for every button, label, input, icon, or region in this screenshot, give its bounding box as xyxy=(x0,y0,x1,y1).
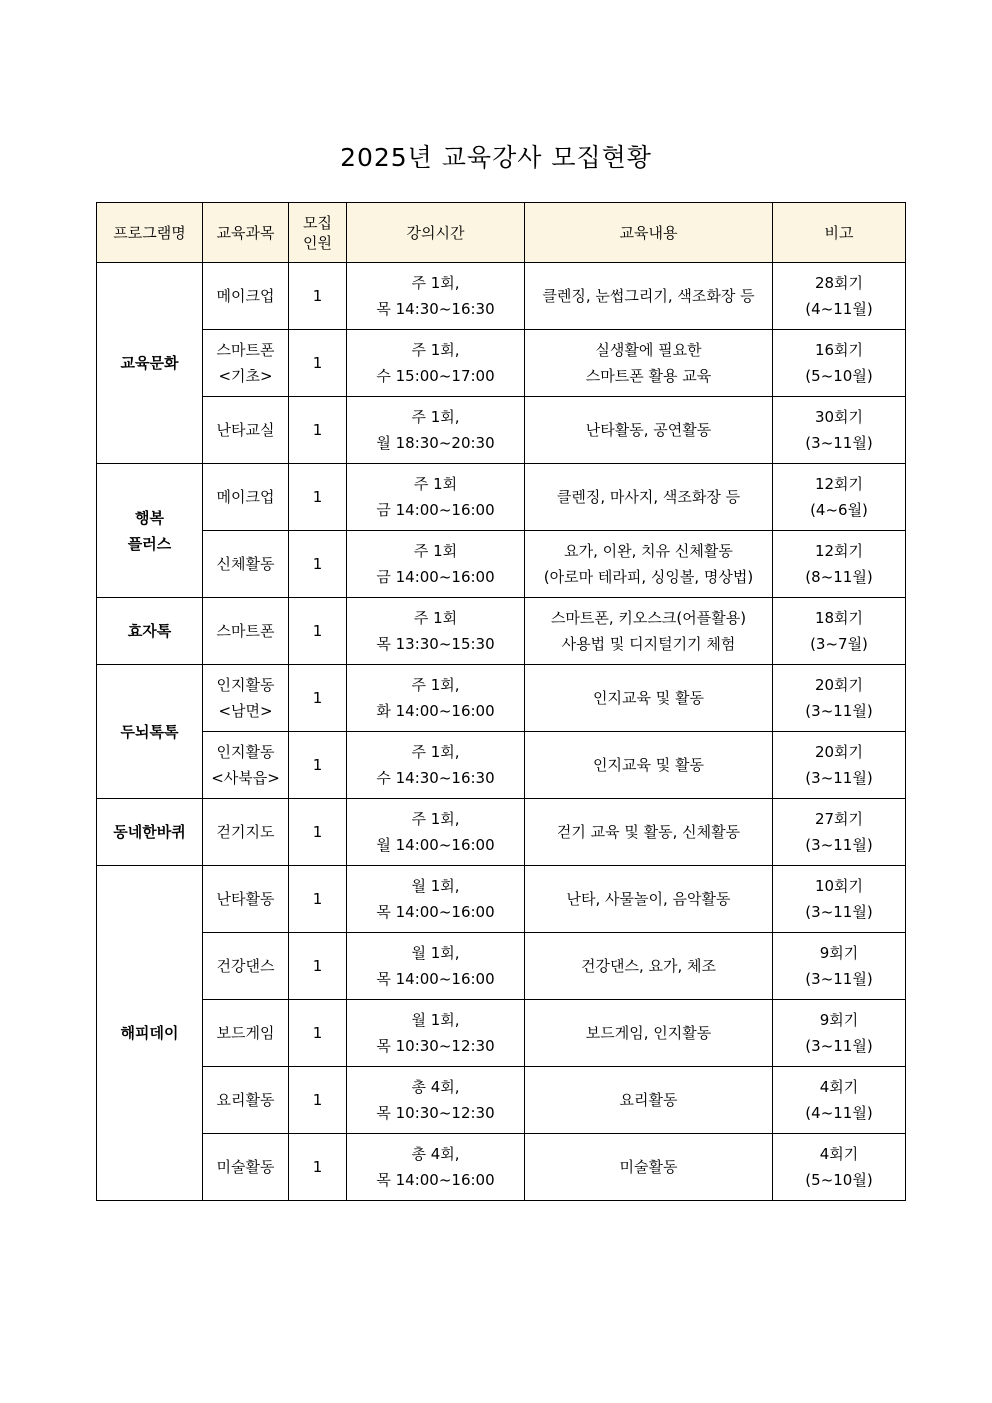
content-line: 건강댄스, 요가, 체조 xyxy=(581,957,716,975)
note-line: 27회기 xyxy=(814,810,864,828)
time-line: 목 14:00~16:00 xyxy=(376,903,495,921)
note-line: (8~11월) xyxy=(805,568,873,586)
time-cell xyxy=(347,1134,525,1201)
table-row xyxy=(97,263,906,330)
time-cell xyxy=(347,397,525,464)
subject-line: 요리활동 xyxy=(216,1091,275,1109)
subject-line: <남면> xyxy=(218,702,273,720)
count-cell: 1 xyxy=(289,1000,347,1067)
header-count-line1: 모집 xyxy=(303,213,332,232)
time-line: 주 1회 xyxy=(413,609,458,627)
time-line: 수 15:00~17:00 xyxy=(376,367,495,385)
table-row xyxy=(97,598,906,665)
content-cell xyxy=(525,531,773,598)
time-line: 목 13:30~15:30 xyxy=(376,635,495,653)
time-line: 금 14:00~16:00 xyxy=(376,501,495,519)
time-line: 주 1회 xyxy=(413,542,458,560)
subject-cell xyxy=(203,1000,289,1067)
count-cell: 1 xyxy=(289,464,347,531)
program-cell xyxy=(97,464,203,598)
header-row xyxy=(97,203,906,263)
count-cell: 1 xyxy=(289,330,347,397)
note-cell xyxy=(773,263,906,330)
time-line: 주 1회, xyxy=(411,743,460,761)
time-cell xyxy=(347,665,525,732)
time-cell xyxy=(347,1067,525,1134)
time-cell xyxy=(347,1000,525,1067)
program-cell: 해피데이 xyxy=(97,866,203,1201)
content-line: 인지교육 및 활동 xyxy=(593,689,704,707)
table-row xyxy=(97,665,906,732)
time-line: 주 1회, xyxy=(411,408,460,426)
page-title: 2025년 교육강사 모집현황 xyxy=(340,143,652,172)
time-line: 월 18:30~20:30 xyxy=(376,434,495,452)
subject-line: 보드게임 xyxy=(216,1024,275,1042)
subject-cell xyxy=(203,464,289,531)
subject-line: 스마트폰 xyxy=(216,341,275,359)
time-cell xyxy=(347,464,525,531)
note-line: (3~11월) xyxy=(805,903,873,921)
note-line: (4~11월) xyxy=(805,1104,873,1122)
content-line: 사용법 및 디지털기기 체험 xyxy=(561,635,736,653)
program-line: 행복 xyxy=(135,508,164,527)
note-cell xyxy=(773,866,906,933)
header-subject: 교육과목 xyxy=(203,203,289,263)
note-line: 9회기 xyxy=(819,944,859,962)
time-line: 목 10:30~12:30 xyxy=(376,1104,495,1122)
note-line: (3~11월) xyxy=(805,702,873,720)
content-cell xyxy=(525,933,773,1000)
time-line: 주 1회, xyxy=(411,810,460,828)
header-note: 비고 xyxy=(773,203,906,263)
program-line: 플러스 xyxy=(127,534,172,553)
time-line: 주 1회, xyxy=(411,676,460,694)
note-line: 4회기 xyxy=(819,1078,859,1096)
subject-cell xyxy=(203,531,289,598)
count-cell: 1 xyxy=(289,665,347,732)
note-cell xyxy=(773,464,906,531)
note-line: (5~10월) xyxy=(805,367,873,385)
note-line: (3~11월) xyxy=(805,970,873,988)
count-cell: 1 xyxy=(289,732,347,799)
content-line: 난타활동, 공연활동 xyxy=(585,421,712,439)
content-cell xyxy=(525,1000,773,1067)
time-line: 월 14:00~16:00 xyxy=(376,836,495,854)
content-cell xyxy=(525,1134,773,1201)
content-cell xyxy=(525,330,773,397)
table-row xyxy=(97,464,906,531)
count-cell: 1 xyxy=(289,598,347,665)
program-cell: 두뇌톡톡 xyxy=(97,665,203,799)
table-row xyxy=(97,732,906,799)
program-cell: 교육문화 xyxy=(97,263,203,464)
count-cell: 1 xyxy=(289,397,347,464)
subject-line: 신체활동 xyxy=(216,555,275,573)
subject-line: <사북읍> xyxy=(211,769,280,787)
count-cell: 1 xyxy=(289,531,347,598)
table-row xyxy=(97,531,906,598)
subject-line: 난타교실 xyxy=(216,421,275,439)
subject-line: <기초> xyxy=(218,367,273,385)
time-cell xyxy=(347,732,525,799)
time-line: 총 4회, xyxy=(411,1145,460,1163)
note-cell xyxy=(773,397,906,464)
content-line: 실생활에 필요한 xyxy=(595,341,702,359)
note-line: 20회기 xyxy=(814,743,864,761)
note-line: 9회기 xyxy=(819,1011,859,1029)
time-line: 월 1회, xyxy=(411,944,460,962)
subject-line: 스마트폰 xyxy=(216,622,275,640)
note-line: 12회기 xyxy=(814,542,864,560)
time-cell xyxy=(347,330,525,397)
time-line: 수 14:30~16:30 xyxy=(376,769,495,787)
subject-line: 걷기지도 xyxy=(216,823,275,841)
note-line: 16회기 xyxy=(814,341,864,359)
note-line: 10회기 xyxy=(814,877,864,895)
content-line: 보드게임, 인지활동 xyxy=(585,1024,712,1042)
note-line: 28회기 xyxy=(814,274,864,292)
note-line: (3~7월) xyxy=(810,635,868,653)
subject-cell xyxy=(203,933,289,1000)
recruitment-table xyxy=(96,202,906,1201)
time-line: 월 1회, xyxy=(411,877,460,895)
note-cell xyxy=(773,933,906,1000)
subject-cell xyxy=(203,598,289,665)
table-row xyxy=(97,866,906,933)
content-cell xyxy=(525,1067,773,1134)
time-cell xyxy=(347,799,525,866)
header-count-line2: 인원 xyxy=(303,233,332,252)
note-cell xyxy=(773,531,906,598)
header-program: 프로그램명 xyxy=(97,203,203,263)
content-line: 난타, 사물놀이, 음악활동 xyxy=(566,890,731,908)
count-cell: 1 xyxy=(289,933,347,1000)
note-line: (3~11월) xyxy=(805,434,873,452)
content-line: 요리활동 xyxy=(619,1091,678,1109)
content-cell xyxy=(525,799,773,866)
time-line: 금 14:00~16:00 xyxy=(376,568,495,586)
time-line: 주 1회 xyxy=(413,475,458,493)
content-cell xyxy=(525,598,773,665)
subject-cell xyxy=(203,866,289,933)
subject-line: 인지활동 xyxy=(216,676,275,694)
content-cell xyxy=(525,464,773,531)
note-line: 4회기 xyxy=(819,1145,859,1163)
note-cell xyxy=(773,1067,906,1134)
note-line: 30회기 xyxy=(814,408,864,426)
note-cell xyxy=(773,1000,906,1067)
content-line: 스마트폰 활용 교육 xyxy=(585,367,712,385)
subject-line: 인지활동 xyxy=(216,743,275,761)
note-cell xyxy=(773,330,906,397)
time-line: 화 14:00~16:00 xyxy=(376,702,495,720)
program-cell: 동네한바퀴 xyxy=(97,799,203,866)
time-line: 월 1회, xyxy=(411,1011,460,1029)
note-line: (5~10월) xyxy=(805,1171,873,1189)
note-cell xyxy=(773,799,906,866)
time-cell xyxy=(347,598,525,665)
table-row xyxy=(97,799,906,866)
time-line: 목 14:30~16:30 xyxy=(376,300,495,318)
subject-line: 미술활동 xyxy=(216,1158,275,1176)
time-cell xyxy=(347,263,525,330)
subject-line: 건강댄스 xyxy=(216,957,275,975)
note-line: (3~11월) xyxy=(805,1037,873,1055)
subject-cell xyxy=(203,799,289,866)
content-cell xyxy=(525,397,773,464)
note-line: 20회기 xyxy=(814,676,864,694)
time-line: 목 10:30~12:30 xyxy=(376,1037,495,1055)
content-line: 요가, 이완, 치유 신체활동 xyxy=(564,542,733,560)
subject-line: 메이크업 xyxy=(216,488,275,506)
time-line: 총 4회, xyxy=(411,1078,460,1096)
count-cell: 1 xyxy=(289,263,347,330)
content-cell xyxy=(525,665,773,732)
table-row xyxy=(97,397,906,464)
time-line: 목 14:00~16:00 xyxy=(376,1171,495,1189)
content-cell xyxy=(525,732,773,799)
content-cell xyxy=(525,263,773,330)
note-cell xyxy=(773,1134,906,1201)
time-line: 목 14:00~16:00 xyxy=(376,970,495,988)
note-line: (4~6월) xyxy=(810,501,868,519)
table-row xyxy=(97,330,906,397)
note-cell xyxy=(773,665,906,732)
table-row xyxy=(97,1000,906,1067)
content-line: 인지교육 및 활동 xyxy=(593,756,704,774)
table-row xyxy=(97,933,906,1000)
content-line: 스마트폰, 키오스크(어플활용) xyxy=(550,609,747,627)
count-cell: 1 xyxy=(289,1067,347,1134)
note-line: 12회기 xyxy=(814,475,864,493)
subject-line: 난타활동 xyxy=(216,890,275,908)
subject-cell xyxy=(203,263,289,330)
time-cell xyxy=(347,531,525,598)
table-row xyxy=(97,1134,906,1201)
time-cell xyxy=(347,933,525,1000)
program-cell: 효자톡 xyxy=(97,598,203,665)
count-cell: 1 xyxy=(289,799,347,866)
subject-cell xyxy=(203,330,289,397)
count-cell: 1 xyxy=(289,1134,347,1201)
subject-cell xyxy=(203,397,289,464)
content-cell xyxy=(525,866,773,933)
note-line: (4~11월) xyxy=(805,300,873,318)
subject-cell xyxy=(203,1067,289,1134)
header-count xyxy=(289,203,347,263)
note-cell xyxy=(773,732,906,799)
count-cell: 1 xyxy=(289,866,347,933)
subject-cell xyxy=(203,1134,289,1201)
note-cell xyxy=(773,598,906,665)
note-line: 18회기 xyxy=(814,609,864,627)
subject-cell xyxy=(203,732,289,799)
subject-cell xyxy=(203,665,289,732)
content-line: 미술활동 xyxy=(619,1158,678,1176)
header-content: 교육내용 xyxy=(525,203,773,263)
table-row xyxy=(97,1067,906,1134)
note-line: (3~11월) xyxy=(805,836,873,854)
content-line: 클렌징, 마사지, 색조화장 등 xyxy=(556,488,741,506)
time-line: 주 1회, xyxy=(411,341,460,359)
content-line: 걷기 교육 및 활동, 신체활동 xyxy=(556,823,741,841)
time-cell xyxy=(347,866,525,933)
content-line: (아로마 테라피, 싱잉볼, 명상법) xyxy=(543,568,754,586)
content-line: 클렌징, 눈썹그리기, 색조화장 등 xyxy=(542,287,755,305)
subject-line: 메이크업 xyxy=(216,287,275,305)
header-time: 강의시간 xyxy=(347,203,525,263)
note-line: (3~11월) xyxy=(805,769,873,787)
time-line: 주 1회, xyxy=(411,274,460,292)
